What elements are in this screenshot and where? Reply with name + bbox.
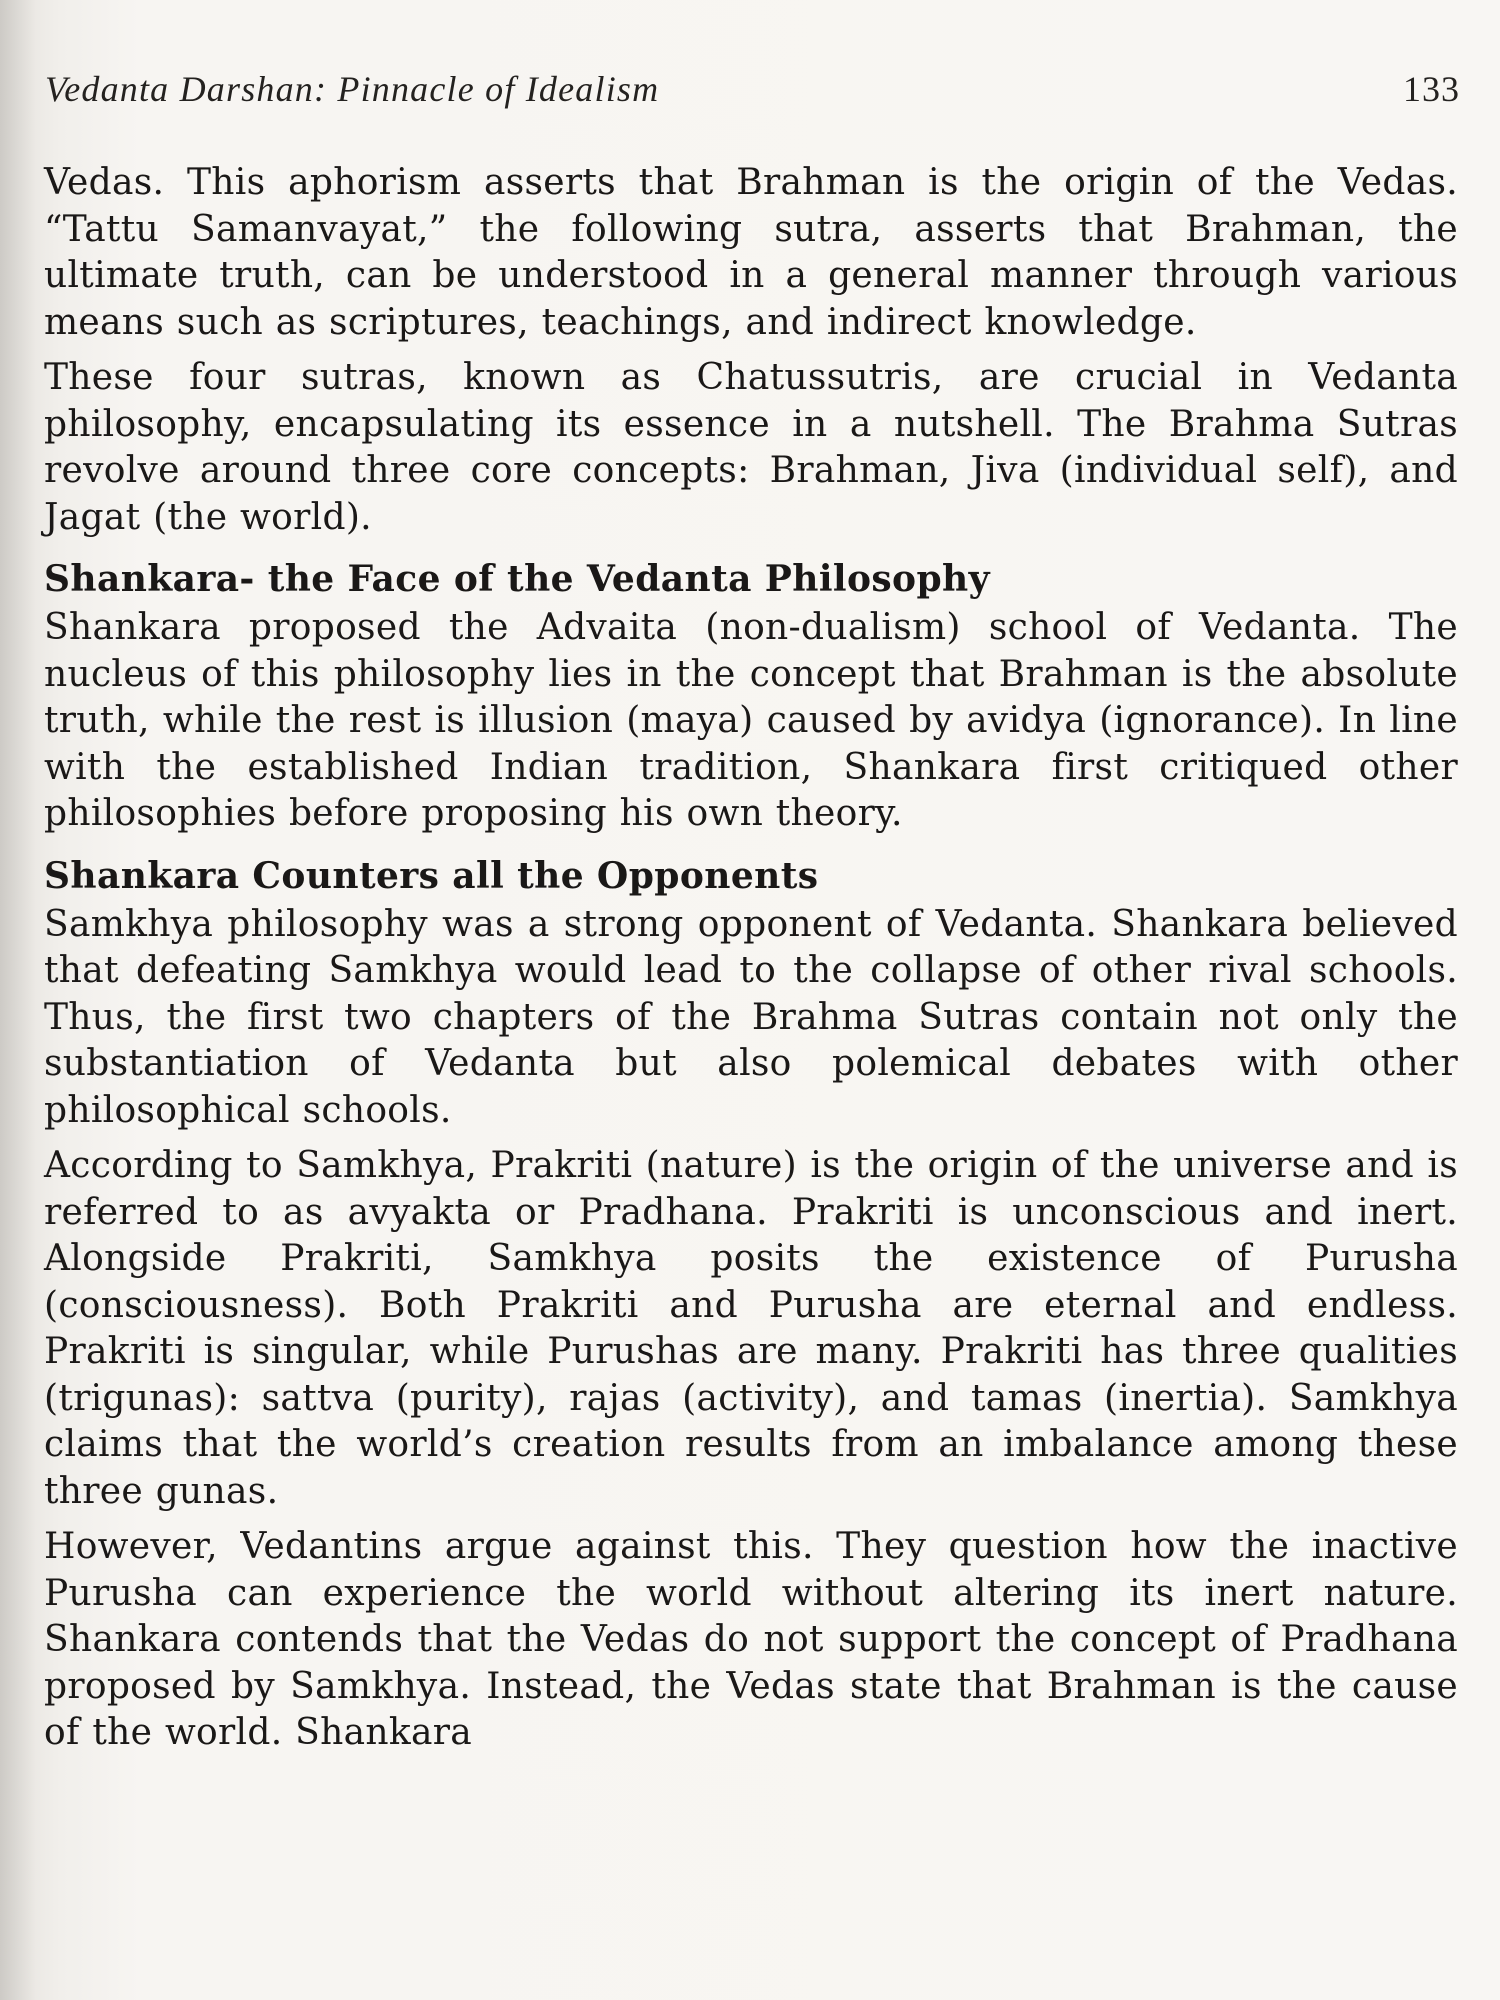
body-text xyxy=(44,160,1458,1757)
page-number: 133 xyxy=(1403,69,1460,109)
paragraph-5: According to Samkhya, Prakriti (nature) is the origin of the universe and is referred to as avyakta or Pradhana. Prakriti is unconscious and inert. Alongside Prakriti, Samkhya posits the existence of Purusha (consciousness). Both Prakriti and Purusha are eternal and endless. Prakriti is singular, while Purushas are many. Prakriti has three qualities (trigunas): sattva (purity), rajas (activity), and tamas (inertia). Samkhya claims that the world’s creation results from an imbalance among these three gunas. xyxy=(44,1145,1458,1512)
paragraph-6: However, Vedantins argue against this. They question how the inactive Purusha can experience the world without altering its inert nature. Shankara contends that the Vedas do not support the concept of Pradhana proposed by Samkhya. Instead, the Vedas state that Brahman is the cause of the world. Shankara xyxy=(44,1526,1458,1753)
paragraph-2: These four sutras, known as Chatussutris, are crucial in Vedanta philosophy, encapsulating its essence in a nutshell. The Brahma Sutras revolve around three core concepts: Brahman, Jiva (individual self), and Jagat (the world). xyxy=(44,357,1458,538)
binding-shadow xyxy=(0,0,36,2000)
section-heading-shankara-counters: Shankara Counters all the Opponents xyxy=(44,854,819,897)
running-head xyxy=(45,68,1460,118)
paragraph-3: Shankara proposed the Advaita (non-dualism) school of Vedanta. The nucleus of this philosophy lies in the concept that Brahman is the absolute truth, while the rest is illusion (maya) caused by avidya (ignorance). In line with the established Indian tradition, Shankara first critiqued other philosophies before proposing his own theory. xyxy=(44,607,1458,834)
running-title: Vedanta Darshan: Pinnacle of Idealism xyxy=(45,69,660,109)
paragraph-4: Samkhya philosophy was a strong opponent of Vedanta. Shankara believed that defeating Samkhya would lead to the collapse of other rival schools. Thus, the first two chapters of the Brahma Sutras contain not only the substantiation of Vedanta but also polemical debates with other philosophical schools. xyxy=(44,903,1458,1131)
paragraph-1: Vedas. This aphorism asserts that Brahman is the origin of the Vedas. “Tattu Samanvayat,” the following sutra, asserts that Brahman, the ultimate truth, can be understood in a general manner through various means such as scriptures, teachings, and indirect knowledge. xyxy=(44,162,1458,343)
section-heading-shankara-face: Shankara- the Face of the Vedanta Philosophy xyxy=(44,558,990,600)
